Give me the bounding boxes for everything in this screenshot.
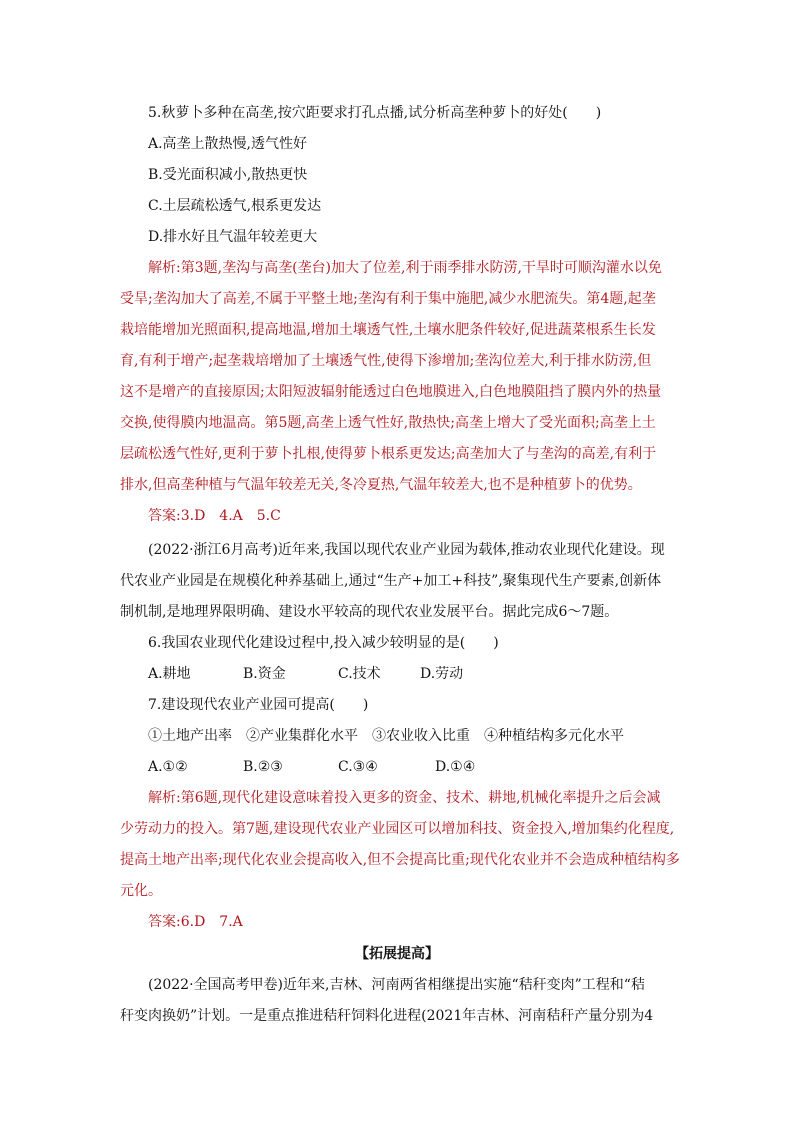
analysis-1-line: 育,有利于增产;起垄栽培增加了土壤透气性,使得下渗增加;垄沟位差大,利于排水防涝,但 xyxy=(120,353,652,369)
question-7-option-d: D.①④ xyxy=(435,759,476,775)
analysis-2-line: 提高土地产出率;现代化农业会提高收入,但不会提高比重;现代化农业并不会造成种植结构多 xyxy=(120,852,680,868)
question-6-option-c: C.技术 xyxy=(338,666,381,682)
analysis-1-line: 栽培能增加光照面积,提高地温,增加土壤透气性,土壤水肥条件较好,促进蔬菜根系生长发 xyxy=(120,322,656,338)
question-7-items: ①土地产出率 ②产业集群化水平 ③农业收入比重 ④种植结构多元化水平 xyxy=(148,728,624,744)
question-7-option-c: C.③④ xyxy=(338,759,378,775)
question-7-option-a: A.①② xyxy=(148,759,188,775)
question-5-option-d: D.排水好且气温年较差更大 xyxy=(148,229,318,245)
analysis-1-line: 层疏松透气性好,更利于萝卜扎根,使得萝卜根系更发达;高垄加大了与垄沟的高差,有利于 xyxy=(120,446,657,462)
question-6-option-a: A.耕地 xyxy=(148,666,191,682)
passage-2-line: (2022·浙江6月高考)近年来,我国以现代农业产业园为载体,推动农业现代化建设。现 xyxy=(148,542,665,558)
question-5-option-a: A.高垄上散热慢,透气性好 xyxy=(148,136,308,152)
question-5-stem: 5.秋萝卜多种在高垄,按穴距要求打孔点播,试分析高垄种萝卜的好处( ) xyxy=(148,105,602,121)
passage-3-line: 秆变肉换奶”计划。一是重点推进秸秆饲料化进程(2021年吉林、河南秸秆产量分别为4 xyxy=(120,1008,654,1024)
analysis-2-line: 少劳动力的投入。第7题,建设现代农业产业园区可以增加科技、资金投入,增加集约化程度, xyxy=(120,821,675,837)
question-6-option-d: D.劳动 xyxy=(420,666,464,682)
analysis-1-line: 交换,使得膜内地温高。第5题,高垄上透气性好,散热快;高垄上增大了受光面积;高垄上土 xyxy=(120,415,656,431)
question-5-option-b: B.受光面积减小,散热更快 xyxy=(148,167,308,183)
question-7-stem: 7.建设现代农业产业园可提高( ) xyxy=(148,697,369,713)
question-6-option-b: B.资金 xyxy=(243,666,286,682)
analysis-1-line: 这不是增产的直接原因;太阳短波辐射能透过白色地膜进入,白色地膜阻挡了膜内外的热量 xyxy=(120,384,662,400)
question-7-option-b: B.②③ xyxy=(243,759,283,775)
question-6-stem: 6.我国农业现代化建设过程中,投入减少较明显的是( ) xyxy=(148,635,499,651)
passage-2-line: 代农业产业园是在规模化种养基础上,通过“生产+加工+科技”,聚集现代生产要素,创新体 xyxy=(120,573,662,589)
analysis-2-line: 解析:第6题,现代化建设意味着投入更多的资金、技术、耕地,机械化率提升之后会减 xyxy=(148,790,661,806)
section-title: 【拓展提高】 xyxy=(355,946,439,962)
passage-3-line: (2022·全国高考甲卷)近年来,吉林、河南两省相继提出实施“秸秆变肉”工程和“秸 xyxy=(148,977,645,993)
answer-1: 答案:3.D 4.A 5.C xyxy=(148,508,281,524)
passage-2-line: 制机制,是地理界限明确、建设水平较高的现代农业发展平台。据此完成6～7题。 xyxy=(120,604,619,620)
analysis-2-line: 元化。 xyxy=(120,883,162,899)
answer-2: 答案:6.D 7.A xyxy=(148,914,243,930)
analysis-1-line: 受旱;垄沟加大了高差,不属于平整土地;垄沟有利于集中施肥,减少水肥流失。第4题,起垄 xyxy=(120,291,656,307)
analysis-1-line: 解析:第3题,垄沟与高垄(垄台)加大了位差,利于雨季排水防涝,干旱时可顺沟灌水以免 xyxy=(148,260,662,276)
analysis-1-line: 排水,但高垄种植与气温年较差无关,冬冷夏热,气温年较差大,也不是种植萝卜的优势。 xyxy=(120,477,642,493)
question-5-option-c: C.土层疏松透气,根系更发达 xyxy=(148,198,322,214)
